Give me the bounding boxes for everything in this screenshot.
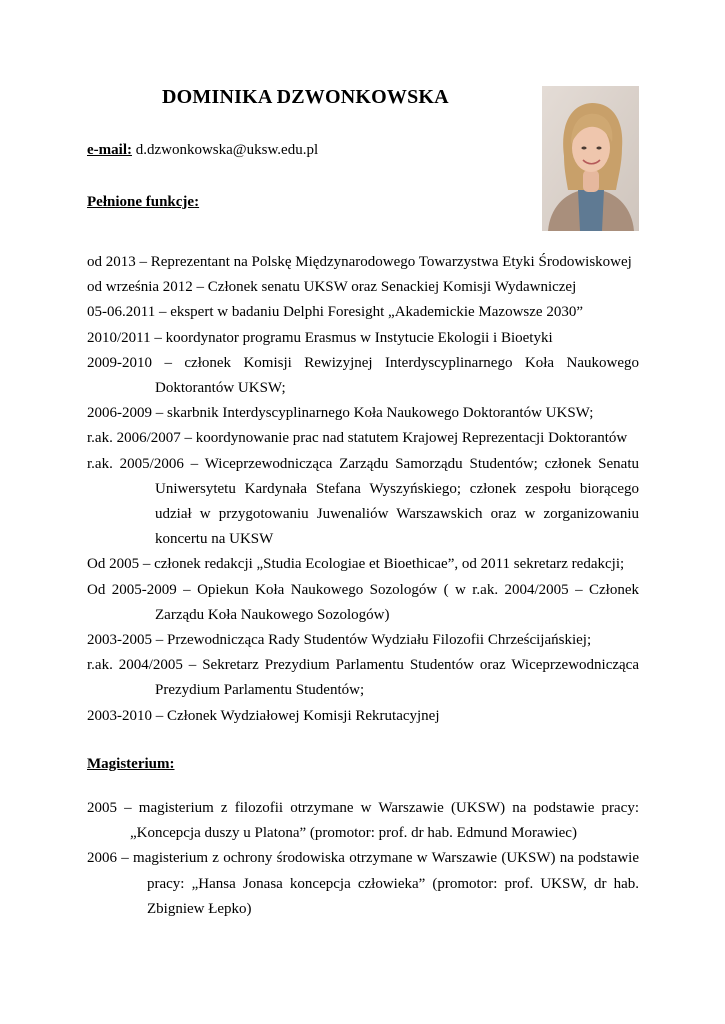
masters-list	[87, 796, 639, 922]
email-line	[87, 142, 318, 159]
portrait-photo	[542, 86, 639, 231]
list-item: 2003-2010 – Członek Wydziałowej Komisji Rekrutacyjnej	[87, 707, 440, 724]
masters-heading: Magisterium:	[87, 756, 175, 772]
email-link[interactable]: d.dzwonkowska@uksw.edu.pl	[135, 142, 319, 158]
list-item: Od 2005-2009 – Opiekun Koła Naukowego Sozologów ( w r.ak. 2004/2005 – Członek Zarządu Koła Naukowego Sozologów)	[87, 581, 639, 623]
list-item: 2006-2009 – skarbnik Interdyscyplinarnego Koła Naukowego Doktorantów UKSW;	[87, 405, 594, 422]
list-item: 2006 – magisterium z ochrony środowiska otrzymane w Warszawie (UKSW) na podstawie pracy: „Hansa Jonasa koncepcja człowieka” (promotor: prof. UKSW, dr hab. Zbigniew Łepko)	[87, 850, 639, 917]
list-item: 05-06.2011 – ekspert w badaniu Delphi Foresight „Akademickie Mazowsze 2030”	[87, 304, 583, 321]
list-item: od 2013 – Reprezentant na Polskę Międzynarodowego Towarzystwa Etyki Środowiskowej	[87, 254, 632, 270]
functions-heading: Pełnione funkcje:	[87, 194, 200, 210]
functions-list	[87, 250, 639, 729]
portrait-image	[542, 86, 639, 231]
functions-heading-colon: :	[194, 194, 200, 210]
list-item: od września 2012 – Członek senatu UKSW oraz Senackiej Komisji Wydawniczej	[87, 279, 577, 296]
list-item: 2009-2010 – członek Komisji Rewizyjnej Interdyscyplinarnego Koła Naukowego Doktorantów UKSW;	[87, 354, 639, 397]
person-name: DOMINIKA DZWONKOWSKA	[162, 86, 449, 108]
list-item: r.ak. 2004/2005 – Sekretarz Prezydium Parlamentu Studentów oraz Wiceprzewodnicząca Prezydium Parlamentu Studentów;	[87, 657, 639, 699]
email-label: e-mail:	[87, 142, 132, 158]
list-item: 2003-2005 – Przewodnicząca Rady Studentów Wydziału Filozofii Chrześcijańskiej;	[87, 632, 592, 649]
list-item: r.ak. 2006/2007 – koordynowanie prac nad statutem Krajowej Reprezentacji Doktorantów	[87, 430, 628, 447]
list-item: 2010/2011 – koordynator programu Erasmus w Instytucie Ekologii i Bioetyki	[87, 329, 553, 346]
list-item: Od 2005 – członek redakcji „Studia Ecologiae et Bioethicae”, od 2011 sekretarz redakcji;	[87, 556, 625, 573]
list-item: 2005 – magisterium z filozofii otrzymane w Warszawie (UKSW) na podstawie pracy: „Koncepcja duszy u Platona” (promotor: prof. dr hab. Edmund Morawiec)	[87, 800, 639, 842]
list-item: r.ak. 2005/2006 – Wiceprzewodnicząca Zarządu Samorządu Studentów; członek Senatu Uniwersytetu Kardynała Stefana Wyszyńskiego; członek zespołu biorącego udział w przygotowaniu Juwenaliów Warszawskich oraz w zorganizowaniu koncertu na UKSW	[87, 455, 639, 548]
